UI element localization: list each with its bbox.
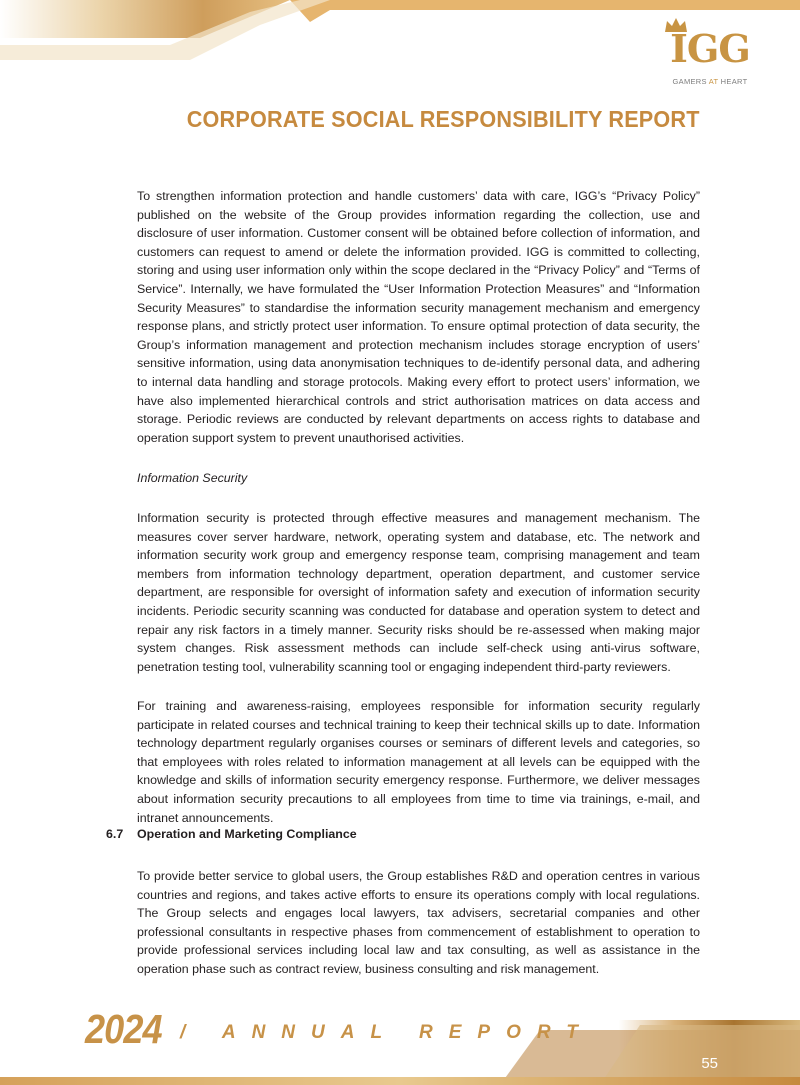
paragraph-privacy-policy: To strengthen information protection and handle customers’ data with care, IGG’s “Privacy Policy” published on the website of the Group provides information regarding the collection, use and disclosure of user information. Customer consent will be obtained before collection of information, and customers can request to amend or delete the information provided. IGG is committed to collecting, storing and using user information only within the scope declared in the “Privacy Policy” and “Terms of Service”. Internally, we have formulated the “User Information Protection Measures” and “Information Security Measures” to standardise the information security management mechanism and emergency response plans, and strictly protect user information. To ensure optimal protection of data security, the Group’s information management and protection mechanism includes storage encryption of users’ sensitive information, using data anonymisation techniques to de-identify personal data, and adhering to internal data handling and storage protocols. Making every effort to protect users’ information, we have also implemented hierarchical controls and strict authorisation matrices on data access and storage. Periodic reviews are conducted by relevant departments on access rights to database and operation support system to prevent unauthorised activities. [137, 189, 700, 445]
page-number: 55 [701, 1055, 718, 1072]
paragraph-information-security: Information security is protected through effective measures and management mechanism. The measures cover server hardware, network, operating system and database, etc. The network and information security work group and emergency response team, comprising management and team members from information technology department, operation department, and customer service department, are responsible for oversight of information safety and execution of information security incidents. Periodic security scanning was conducted for database and operation system to detect and repair any risk factors in a timely manner. Security risks should be re-assessed when making major system changes. Risk assessment methods can include self-check using anti-virus software, penetration testing tool, vulnerability scanning tool or engaging independent third-party reviewers. [137, 511, 700, 674]
footer-year: 2024 [85, 1006, 162, 1052]
section-heading [106, 827, 357, 841]
paragraph-compliance: To provide better service to global users, the Group establishes R&D and operation centres in various countries and regions, and takes active efforts to ensure its operations comply with local regulations. The Group selects and engages local lawyers, tax advisers, secretarial companies and other professional consultants in respective phases from commencement of establishment to operation to provide professional services including local law and tax consulting, as well as assistance in the operation phase such as contract review, business consulting and risk management. [137, 869, 700, 976]
logo-tagline: GAMERS AT HEART [672, 77, 748, 86]
section-number: 6.7 [106, 827, 124, 841]
page-title: CORPORATE SOCIAL RESPONSIBILITY REPORT [187, 106, 700, 132]
subheading-information-security: Information Security [137, 471, 248, 485]
footer-subtitle: / ANNUAL REPORT [180, 1022, 594, 1043]
section-title: Operation and Marketing Compliance [137, 827, 357, 841]
igg-logo: IGG [670, 26, 750, 71]
paragraph-training: For training and awareness-raising, employees responsible for information security regularly participate in related courses and technical training to keep their technical skills up to date. Information technology department regularly organises courses or seminars of different levels and categories, so that employees with roles related to information management at all levels can be equipped with the knowledge and skills of information security emergency response. Furthermore, we deliver messages about information security precautions to all employees from time to time via trainings, e-mail, and intranet announcements. [137, 699, 700, 825]
